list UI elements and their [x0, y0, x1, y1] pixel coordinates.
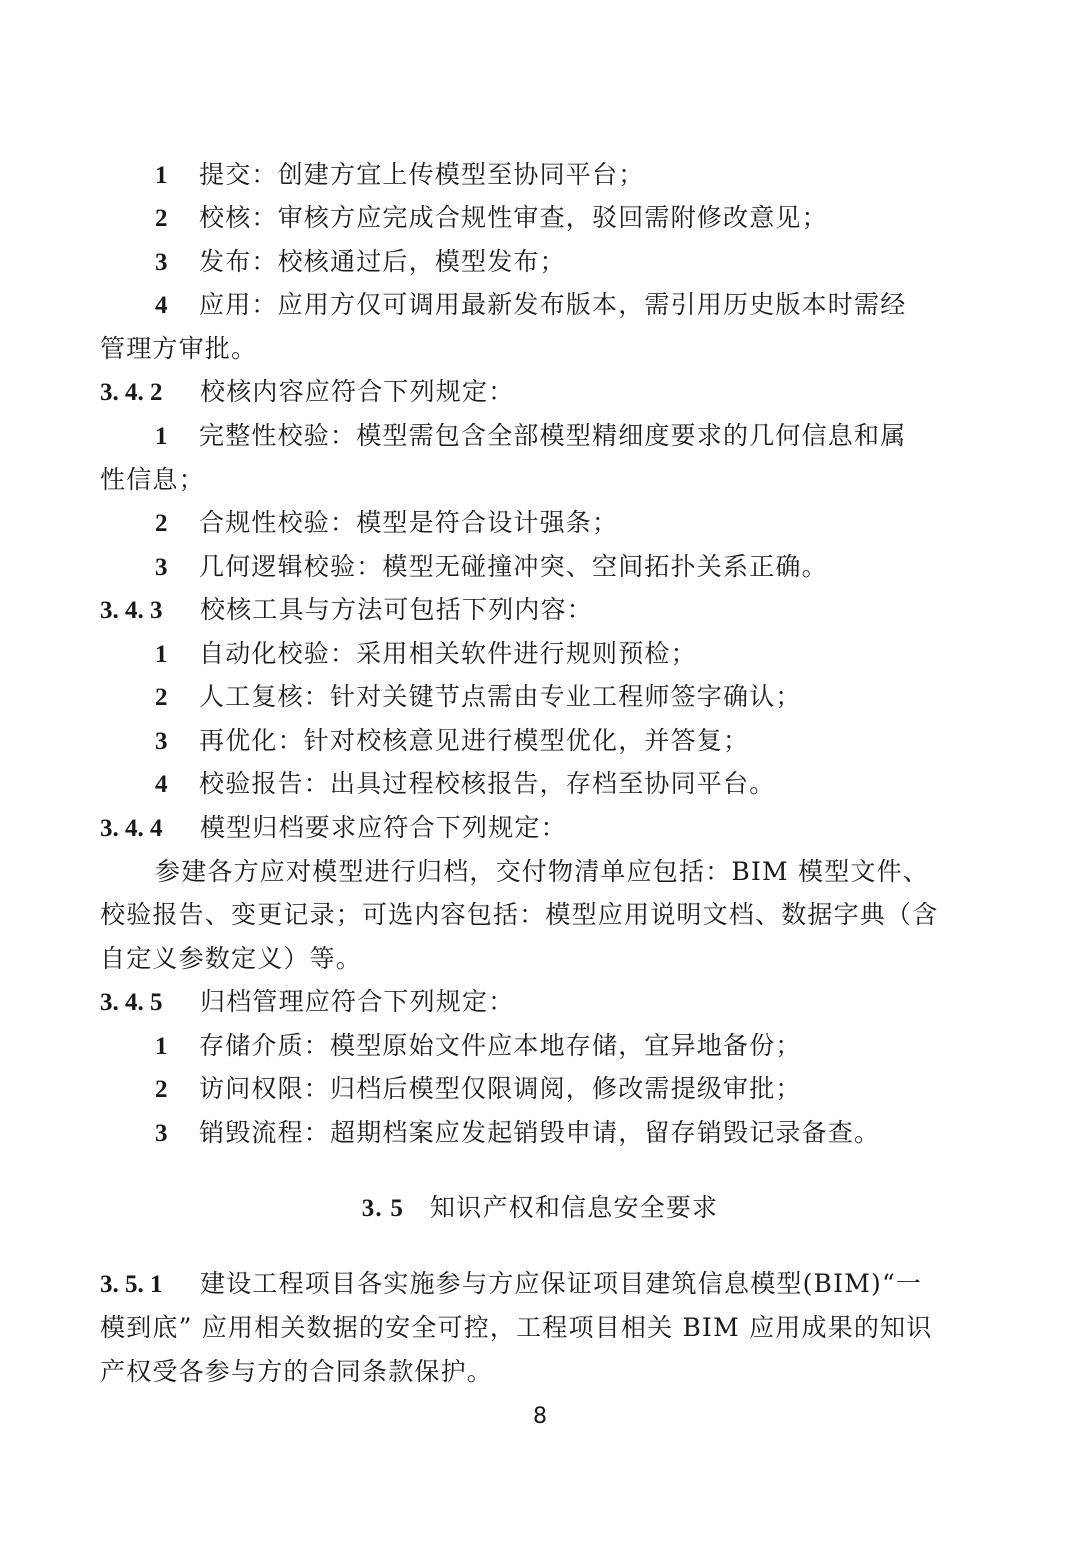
clause-number: 3. 4. 5 [100, 989, 163, 1016]
paragraph-line: 校验报告、变更记录；可选内容包括：模型应用说明文档、数据字典（含 [100, 900, 939, 929]
item-number: 2 [155, 684, 169, 711]
item-number: 2 [155, 510, 169, 537]
clause-heading [100, 595, 985, 626]
clause-title: 校核内容应符合下列规定： [200, 377, 515, 406]
clause-heading [100, 813, 985, 844]
paragraph-line: 模到底” 应用相关数据的安全可控，工程项目相关 BIM 应用成果的知识 [100, 1313, 933, 1342]
section-title: 知识产权和信息安全要求 [430, 1193, 719, 1222]
list-item [155, 1074, 985, 1105]
item-text: 合规性校验：模型是符合设计强条； [199, 508, 619, 537]
item-number: 3 [155, 1120, 169, 1147]
item-text: 存储介质：模型原始文件应本地存储，宜异地备份； [199, 1031, 802, 1060]
item-text: 校验报告：出具过程校核报告，存档至协同平台。 [199, 769, 776, 798]
item-number: 1 [155, 1033, 169, 1060]
clause-number: 3. 4. 3 [100, 597, 163, 624]
list-item [155, 1031, 985, 1062]
list-item [155, 769, 985, 800]
paragraph-line: 自定义参数定义）等。 [100, 944, 363, 973]
item-number: 1 [155, 641, 169, 668]
list-item [155, 508, 985, 539]
item-number: 4 [155, 292, 169, 319]
clause-title: 校核工具与方法可包括下列内容： [200, 595, 594, 624]
item-text: 完整性校验：模型需包含全部模型精细度要求的几何信息和属 [199, 421, 907, 450]
item-text: 再优化：针对校核意见进行模型优化，并答复； [199, 726, 750, 755]
list-item [155, 726, 985, 757]
section-number: 3. 5 [361, 1195, 405, 1222]
list-item [155, 160, 985, 191]
item-text: 人工复核：针对关键节点需由专业工程师签字确认； [199, 682, 802, 711]
list-item [155, 421, 985, 452]
paragraph-line: 产权受各参与方的合同条款保护。 [100, 1357, 494, 1386]
list-item [155, 290, 985, 321]
clause-number: 3. 5. 1 [100, 1271, 163, 1298]
item-number: 3 [155, 554, 169, 581]
item-number: 3 [155, 249, 169, 276]
item-text: 校核：审核方应完成合规性审查，驳回需附修改意见； [199, 203, 828, 232]
list-item [155, 1118, 985, 1149]
list-item-continuation: 性信息； [100, 465, 205, 494]
item-number: 3 [155, 728, 169, 755]
item-text: 销毁流程：超期档案应发起销毁申请，留存销毁记录备查。 [199, 1118, 881, 1147]
section-heading [0, 1193, 1080, 1224]
item-text: 访问权限：归档后模型仅限调阅，修改需提级审批； [199, 1074, 802, 1103]
clause-heading [100, 987, 985, 1018]
list-item [155, 682, 985, 713]
item-text: 提交：创建方宜上传模型至协同平台； [199, 160, 645, 189]
item-number: 2 [155, 205, 169, 232]
clause-number: 3. 4. 2 [100, 379, 163, 406]
clause-text: 建设工程项目各实施参与方应保证项目建筑信息模型(BIM)“一 [200, 1269, 923, 1298]
item-number: 1 [155, 162, 169, 189]
item-text: 几何逻辑校验：模型无碰撞冲突、空间拓扑关系正确。 [199, 552, 828, 581]
item-text: 自动化校验：采用相关软件进行规则预检； [199, 639, 697, 668]
list-item [155, 247, 985, 278]
list-item-continuation: 管理方审批。 [100, 334, 258, 363]
list-item [155, 639, 985, 670]
page-number: 8 [533, 1404, 547, 1429]
clause-title: 归档管理应符合下列规定： [200, 987, 515, 1016]
item-text: 发布：校核通过后，模型发布； [199, 247, 566, 276]
item-number: 2 [155, 1076, 169, 1103]
list-item [155, 203, 985, 234]
clause-title: 模型归档要求应符合下列规定： [200, 813, 567, 842]
paragraph-line: 参建各方应对模型进行归档，交付物清单应包括：BIM 模型文件、 [155, 857, 929, 886]
list-item [155, 552, 985, 583]
item-text: 应用：应用方仅可调用最新发布版本，需引用历史版本时需经 [199, 290, 907, 319]
item-number: 4 [155, 771, 169, 798]
clause-number: 3. 4. 4 [100, 815, 163, 842]
item-number: 1 [155, 423, 169, 450]
clause-heading [100, 377, 985, 408]
clause-first-line [100, 1269, 985, 1300]
